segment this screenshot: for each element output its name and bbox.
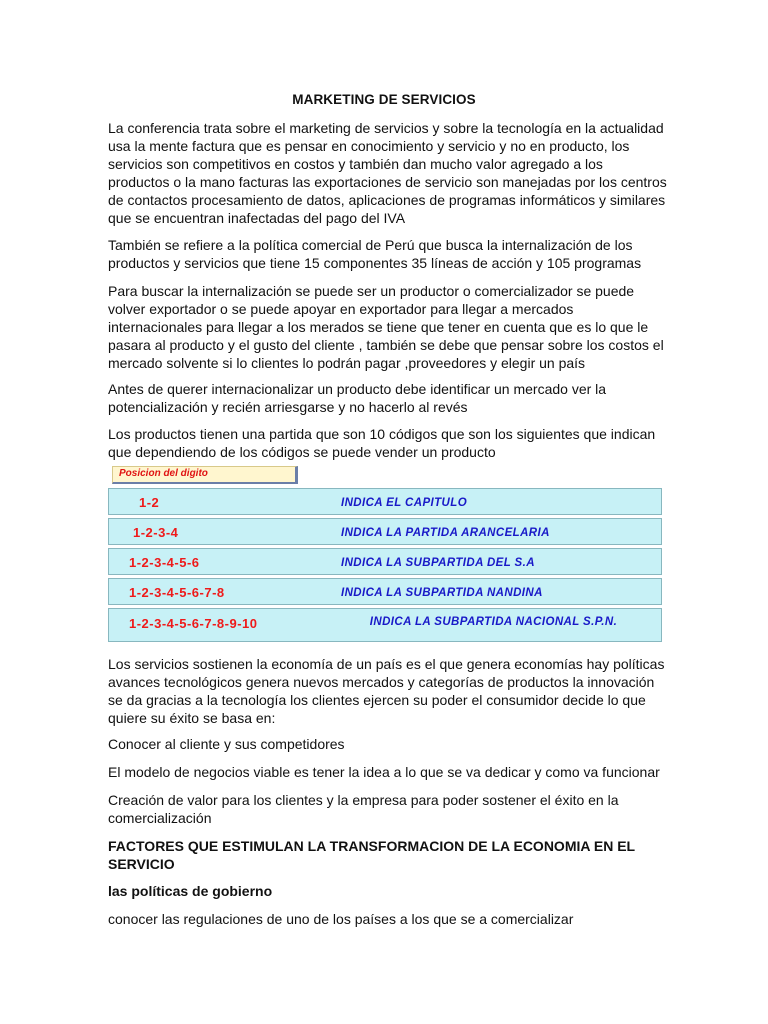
table-row bbox=[108, 608, 662, 642]
row-digits: 1-2-3-4-5-6-7-8 bbox=[129, 585, 225, 600]
row-digits: 1-2-3-4 bbox=[133, 525, 179, 540]
subheading-government-policies: las políticas de gobierno bbox=[108, 883, 273, 899]
row-digits: 1-2 bbox=[139, 495, 160, 510]
paragraph-services-economy: Los servicios sostienen la economía de un país es el que genera economías hay políticas avances tecnológicos genera nuevos mercados y categorías de productos la innovación se da gracias a la tecnología los clientes ejercen su poder el consumidor decide lo que quiere su éxito se basa en: bbox=[108, 656, 665, 726]
paragraph-business-model: El modelo de negocios viable es tener la idea a lo que se va dedicar y como va funcionar bbox=[108, 764, 660, 780]
paragraph-internalization: Para buscar la internalización se puede ser un productor o comercializador se puede volver exportador o se puede apoyar en exportador para llegar a mercados internacionales para llegar a los merados se tiene que tener en cuenta que es lo que le pasara al producto y el gusto del cliente , también se debe que pensar sobre los costos el mercado solvente si lo clientes lo podrán pagar ,proveedores y elegir un país bbox=[108, 283, 664, 371]
table-row bbox=[108, 548, 662, 575]
row-digits: 1-2-3-4-5-6-7-8-9-10 bbox=[129, 616, 258, 631]
paragraph-value-creation: Creación de valor para los clientes y la empresa para poder sostener el éxito en la comercialización bbox=[108, 792, 619, 826]
row-description: INDICA LA SUBPARTIDA NACIONAL S.P.N. bbox=[369, 616, 618, 628]
table-row bbox=[108, 518, 662, 545]
row-description: INDICA LA SUBPARTIDA NANDINA bbox=[341, 587, 543, 599]
table-row bbox=[108, 488, 662, 515]
digit-position-label-text: Posicion del digito bbox=[119, 468, 208, 479]
paragraph-policy: También se refiere a la política comercial de Perú que busca la internalización de los productos y servicios que tiene 15 componentes 35 líneas de acción y 105 programas bbox=[108, 237, 642, 271]
table-row bbox=[108, 578, 662, 605]
paragraph-know-client: Conocer al cliente y sus competidores bbox=[108, 736, 345, 752]
paragraph-codes: Los productos tienen una partida que son 10 códigos que son los siguientes que indican que dependiendo de los códigos se puede vender un producto bbox=[108, 426, 656, 460]
row-digits: 1-2-3-4-5-6 bbox=[129, 555, 200, 570]
row-description: INDICA EL CAPITULO bbox=[341, 497, 468, 509]
row-description: INDICA LA PARTIDA ARANCELARIA bbox=[341, 527, 550, 539]
row-description: INDICA LA SUBPARTIDA DEL S.A bbox=[341, 557, 535, 569]
paragraph-market: Antes de querer internacionalizar un producto debe identificar un mercado ver la potencialización y recién arriesgarse y no hacerlo al revés bbox=[108, 381, 607, 415]
heading-factors: FACTORES QUE ESTIMULAN LA TRANSFORMACION DE LA ECONOMIA EN EL SERVICIO bbox=[108, 838, 635, 872]
page-title: MARKETING DE SERVICIOS bbox=[292, 92, 476, 107]
paragraph-regulations: conocer las regulaciones de uno de los países a los que se a comercializar bbox=[108, 911, 574, 927]
paragraph-intro: La conferencia trata sobre el marketing de servicios y sobre la tecnología en la actualidad usa la mente factura que es pensar en conocimiento y servicio y no en producto, los servicios son competitivos en costos y también dan mucho valor agregado a los productos o la mano facturas las exportaciones de servicio son manejadas por los centros de contactos procesamiento de datos, aplicaciones de programas informáticos y similares que se encuentran inafectadas del pago del IVA bbox=[108, 120, 667, 226]
digit-position-label bbox=[112, 466, 298, 484]
